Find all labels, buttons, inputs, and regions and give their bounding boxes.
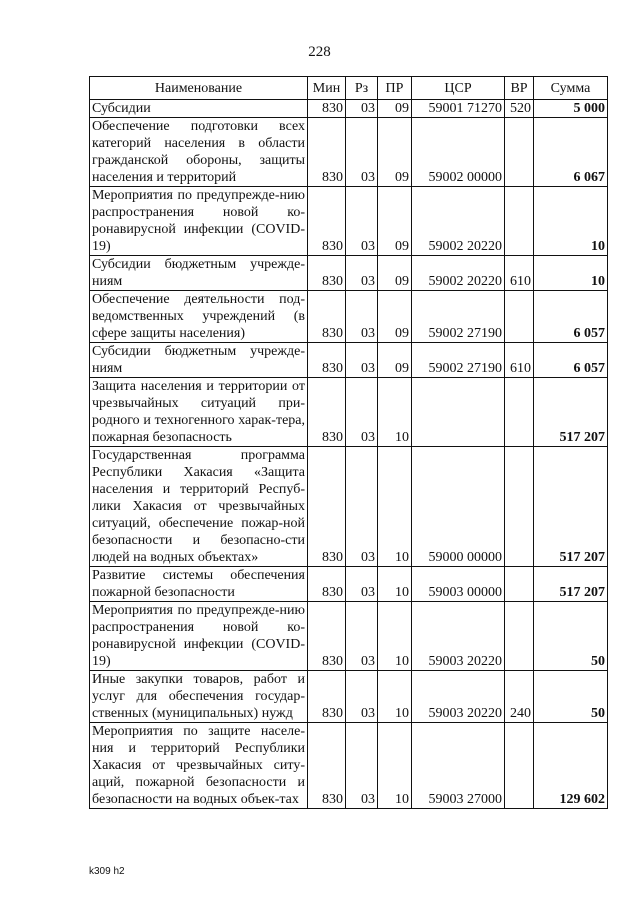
cell-csr: 59003 00000 (412, 567, 505, 602)
cell-rz: 03 (346, 602, 378, 671)
cell-vr (505, 723, 534, 809)
cell-pr: 09 (378, 187, 412, 256)
cell-min: 830 (308, 118, 346, 187)
cell-min: 830 (308, 447, 346, 567)
cell-rz: 03 (346, 671, 378, 723)
cell-sum: 129 602 (534, 723, 608, 809)
cell-csr (412, 378, 505, 447)
cell-pr: 10 (378, 723, 412, 809)
table-row (90, 118, 608, 187)
cell-min: 830 (308, 291, 346, 343)
cell-min: 830 (308, 256, 346, 291)
cell-min: 830 (308, 602, 346, 671)
cell-rz: 03 (346, 100, 378, 118)
cell-csr: 59003 27000 (412, 723, 505, 809)
cell-pr: 10 (378, 602, 412, 671)
cell-csr: 59003 20220 (412, 602, 505, 671)
cell-csr: 59002 00000 (412, 118, 505, 187)
budget-table (89, 76, 608, 809)
header-name: Наименование (90, 77, 308, 100)
cell-vr (505, 378, 534, 447)
cell-vr (505, 602, 534, 671)
table-row (90, 567, 608, 602)
cell-sum: 5 000 (534, 100, 608, 118)
cell-csr: 59003 20220 (412, 671, 505, 723)
cell-min: 830 (308, 100, 346, 118)
cell-rz: 03 (346, 723, 378, 809)
table-row (90, 447, 608, 567)
cell-rz: 03 (346, 256, 378, 291)
footer-code: k309 h2 (89, 866, 125, 877)
cell-vr (505, 187, 534, 256)
cell-name: Субсидии (90, 100, 308, 118)
header-min: Мин (308, 77, 346, 100)
cell-rz: 03 (346, 118, 378, 187)
cell-pr: 10 (378, 447, 412, 567)
cell-name: Развитие системы обеспечения пожарной безопасности (90, 567, 308, 602)
cell-name: Мероприятия по предупрежде-нию распространения новой ко-ронавирусной инфекции (COVID-19) (90, 602, 308, 671)
cell-rz: 03 (346, 187, 378, 256)
cell-min: 830 (308, 671, 346, 723)
cell-pr: 09 (378, 100, 412, 118)
table-body (90, 100, 608, 809)
header-csr: ЦСР (412, 77, 505, 100)
cell-min: 830 (308, 343, 346, 378)
cell-name: Обеспечение подготовки всех категорий населения в области гражданской обороны, защиты населения и территорий (90, 118, 308, 187)
cell-csr: 59002 27190 (412, 343, 505, 378)
cell-sum: 517 207 (534, 447, 608, 567)
header-sum: Сумма (534, 77, 608, 100)
cell-min: 830 (308, 567, 346, 602)
table-row (90, 187, 608, 256)
cell-pr: 09 (378, 118, 412, 187)
cell-sum: 517 207 (534, 378, 608, 447)
cell-pr: 09 (378, 343, 412, 378)
cell-sum: 6 057 (534, 291, 608, 343)
cell-pr: 10 (378, 567, 412, 602)
table-row (90, 671, 608, 723)
table-header-row (90, 77, 608, 100)
table-row (90, 378, 608, 447)
cell-sum: 6 057 (534, 343, 608, 378)
cell-name: Обеспечение деятельности под-ведомственных учреждений (в сфере защиты населения) (90, 291, 308, 343)
cell-name: Государственная программа Республики Хакасия «Защита населения и территорий Респуб-лики Хакасия от чрезвычайных ситуаций, обеспечение пожар-ной безопасности и безопасно-сти людей на водных объектах» (90, 447, 308, 567)
cell-vr (505, 118, 534, 187)
page-number: 228 (308, 44, 331, 60)
cell-name: Защита населения и территории от чрезвычайных ситуаций при-родного и техногенного харак-тера, пожарная безопасность (90, 378, 308, 447)
cell-vr: 610 (505, 343, 534, 378)
table-row (90, 343, 608, 378)
cell-sum: 517 207 (534, 567, 608, 602)
cell-csr: 59001 71270 (412, 100, 505, 118)
cell-name: Субсидии бюджетным учрежде-ниям (90, 256, 308, 291)
cell-csr: 59000 00000 (412, 447, 505, 567)
cell-rz: 03 (346, 378, 378, 447)
cell-name: Иные закупки товаров, работ и услуг для обеспечения государ-ственных (муниципальных) нужд (90, 671, 308, 723)
cell-sum: 50 (534, 671, 608, 723)
cell-min: 830 (308, 378, 346, 447)
cell-pr: 10 (378, 671, 412, 723)
table-row (90, 256, 608, 291)
table-row (90, 100, 608, 118)
cell-pr: 09 (378, 256, 412, 291)
cell-vr: 520 (505, 100, 534, 118)
cell-pr: 10 (378, 378, 412, 447)
cell-rz: 03 (346, 291, 378, 343)
cell-csr: 59002 27190 (412, 291, 505, 343)
cell-vr (505, 567, 534, 602)
cell-sum: 10 (534, 187, 608, 256)
cell-csr: 59002 20220 (412, 187, 505, 256)
cell-csr: 59002 20220 (412, 256, 505, 291)
cell-rz: 03 (346, 343, 378, 378)
cell-min: 830 (308, 187, 346, 256)
cell-rz: 03 (346, 567, 378, 602)
cell-rz: 03 (346, 447, 378, 567)
cell-sum: 50 (534, 602, 608, 671)
cell-vr (505, 291, 534, 343)
cell-vr: 240 (505, 671, 534, 723)
cell-min: 830 (308, 723, 346, 809)
table-row (90, 602, 608, 671)
cell-name: Мероприятия по предупрежде-нию распространения новой ко-ронавирусной инфекции (COVID-19) (90, 187, 308, 256)
table-row (90, 291, 608, 343)
table-row (90, 723, 608, 809)
cell-vr (505, 447, 534, 567)
header-pr: ПР (378, 77, 412, 100)
header-vr: ВР (505, 77, 534, 100)
cell-sum: 6 067 (534, 118, 608, 187)
header-rz: Рз (346, 77, 378, 100)
cell-sum: 10 (534, 256, 608, 291)
cell-name: Мероприятия по защите населе-ния и территорий Республики Хакасия от чрезвычайных ситу-аций, пожарной безопасности и безопасности на водных объек-тах (90, 723, 308, 809)
cell-vr: 610 (505, 256, 534, 291)
cell-name: Субсидии бюджетным учрежде-ниям (90, 343, 308, 378)
cell-pr: 09 (378, 291, 412, 343)
